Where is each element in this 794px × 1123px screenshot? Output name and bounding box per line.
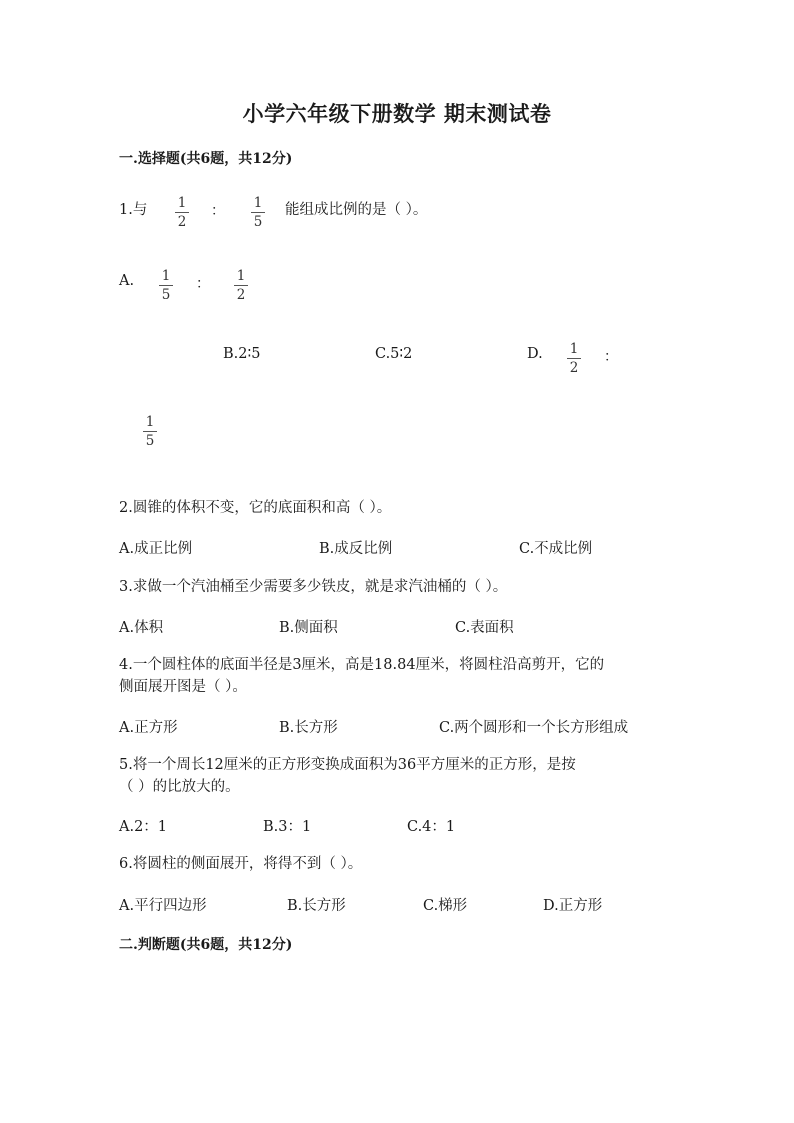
question-4-line-1: 4.一个圆柱体的底面半径是3厘米，高是18.84厘米，将圆柱沿高剪开，它的 (119, 657, 605, 673)
q1-frac-b-num: 1 (253, 195, 263, 211)
frac-den: 5 (161, 287, 171, 303)
q1-frac-a-num: 1 (177, 195, 187, 211)
fraction-bar (159, 285, 173, 286)
frac-num: 1 (236, 268, 246, 284)
frac-den: 2 (569, 360, 579, 376)
q1-option-d-fraction-2 (143, 414, 157, 449)
frac-num: 1 (161, 268, 171, 284)
q6-option-c: C.梯形 (423, 898, 468, 914)
q1-option-a-label: A. (119, 273, 135, 289)
q2-option-b: B.成反比例 (319, 541, 393, 557)
q1-option-b: B.2∶5 (223, 346, 261, 362)
q1-colon: ： (211, 203, 225, 219)
q4-option-b: B.长方形 (279, 720, 338, 736)
q1-option-c: C.5∶2 (375, 346, 413, 362)
frac-num: 1 (569, 341, 579, 357)
q1-frac-b-den: 5 (253, 214, 263, 230)
q4-option-a: A.正方形 (119, 720, 178, 736)
section-heading-choice: 一.选择题(共6题，共12分) (119, 151, 293, 167)
question-2-text: 2.圆锥的体积不变，它的底面积和高（ ）。 (119, 500, 392, 516)
q1-suffix: 能组成比例的是（ ）。 (285, 202, 428, 218)
frac-den: 5 (145, 433, 155, 449)
q1-frac-a-den: 2 (177, 214, 187, 230)
question-5-line-2: （ ）的比放大的。 (119, 779, 240, 795)
q1-option-a-colon: ： (196, 276, 210, 292)
q6-option-d: D.正方形 (543, 898, 603, 914)
q3-option-a: A.体积 (119, 620, 164, 636)
frac-num: 1 (145, 414, 155, 430)
page-title: 小学六年级下册数学 期末测试卷 (242, 101, 552, 126)
q1-option-a-fraction-2 (234, 268, 248, 303)
fraction-bar (251, 212, 265, 213)
question-3-text: 3.求做一个汽油桶至少需要多少铁皮，就是求汽油桶的（ ）。 (119, 579, 508, 595)
q5-option-c: C.4：1 (407, 819, 456, 835)
q2-option-c: C.不成比例 (519, 541, 593, 557)
q2-option-a: A.成正比例 (119, 541, 193, 557)
question-6-text: 6.将圆柱的侧面展开，将得不到（ ）。 (119, 856, 363, 872)
q6-option-b: B.长方形 (287, 898, 346, 914)
q1-option-a-fraction-1 (159, 268, 173, 303)
frac-den: 2 (236, 287, 246, 303)
fraction-bar (567, 358, 581, 359)
q1-option-d-colon: ： (604, 349, 618, 365)
fraction-bar (175, 212, 189, 213)
q5-option-b: B.3：1 (263, 819, 312, 835)
section-heading-true-false: 二.判断题(共6题，共12分) (119, 937, 293, 953)
q3-option-c: C.表面积 (455, 620, 514, 636)
fraction-bar (234, 285, 248, 286)
fraction-bar (143, 431, 157, 432)
q3-option-b: B.侧面积 (279, 620, 338, 636)
q1-prefix: 1.与 (119, 202, 148, 218)
q1-fraction-a (175, 195, 189, 230)
question-4-line-2: 侧面展开图是（ ）。 (119, 679, 247, 695)
q1-option-d-label: D. (527, 346, 543, 362)
q5-option-a: A.2：1 (119, 819, 168, 835)
q1-fraction-b (251, 195, 265, 230)
question-5-line-1: 5.将一个周长12厘米的正方形变换成面积为36平方厘米的正方形，是按 (119, 757, 576, 773)
q4-option-c: C.两个圆形和一个长方形组成 (439, 720, 629, 736)
q1-option-d-fraction-1 (567, 341, 581, 376)
q6-option-a: A.平行四边形 (119, 898, 207, 914)
